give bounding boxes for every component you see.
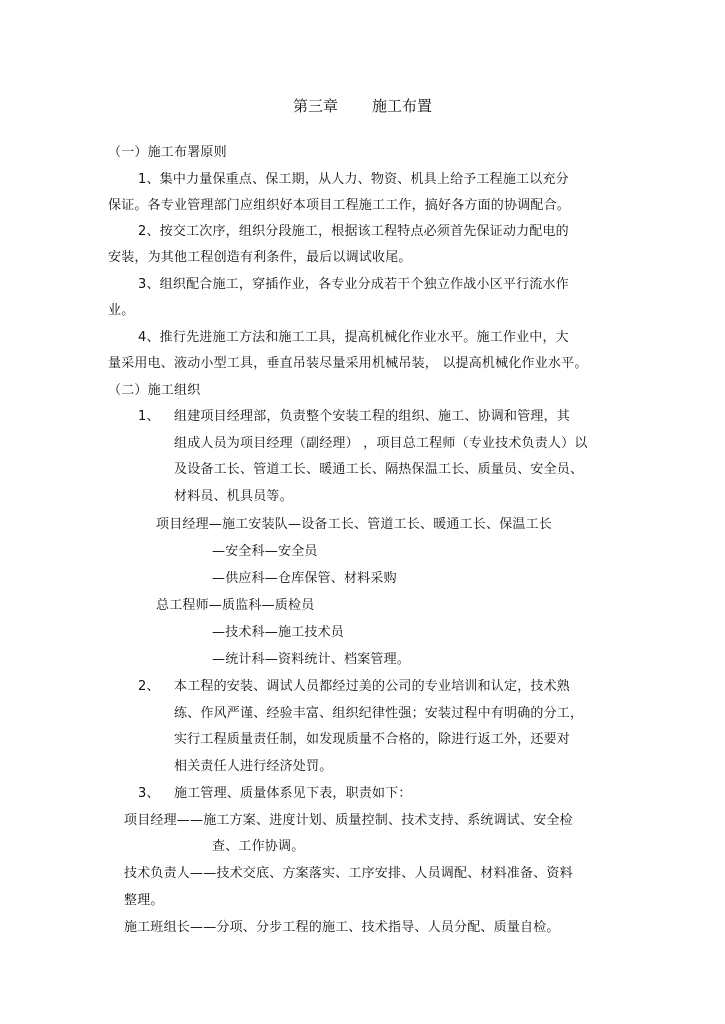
paragraph-line: 3、组织配合施工，穿插作业，各专业分成若干个独立作战小区平行流水作: [138, 277, 569, 292]
org-line: —安全科—安全员: [212, 544, 318, 559]
duty-line: 整理。: [124, 893, 164, 908]
item-number: 3、: [138, 786, 160, 801]
duty-line: 项目经理——施工方案、进度计划、质量控制、技术支持、系统调试、安全检: [124, 813, 573, 828]
paragraph-line: 安装，为其他工程创造有利条件，最后以调试收尾。: [108, 250, 412, 265]
section-heading-organization: （二）施工组织: [108, 383, 201, 398]
paragraph-line: 业。: [108, 303, 135, 318]
chapter-title: [0, 96, 725, 116]
item-number: 2、: [138, 679, 160, 694]
item-number: 1、: [138, 409, 160, 424]
chapter-number: 第三章: [292, 97, 338, 115]
paragraph-line: 本工程的安装、调试人员都经过美的公司的专业培训和认定，技术熟: [174, 679, 571, 694]
section-heading-principles: （一）施工布署原则: [108, 145, 227, 160]
paragraph-line: 及设备工长、管道工长、暖通工长、隔热保温工长、质量员、安全员、: [174, 462, 584, 477]
paragraph-line: 相关责任人进行经济处罚。: [174, 759, 333, 774]
paragraph-line: 组建项目经理部，负责整个安装工程的组织、施工、协调和管理，其: [174, 409, 571, 424]
paragraph-line: 量采用电、液动小型工具，垂直吊装尽量采用机械吊装， 以提高机械化作业水平。: [108, 356, 588, 371]
org-line: —技术科—施工技术员: [212, 625, 345, 640]
paragraph-line: 保证。各专业管理部门应组织好本项目工程施工工作，搞好各方面的协调配合。: [108, 198, 571, 213]
org-line: —统计科—资料统计、档案管理。: [212, 652, 411, 667]
duty-line: 查、工作协调。: [212, 839, 305, 854]
paragraph-line: 1、集中力量保重点、保工期，从人力、物资、机具上给予工程施工以充分: [138, 172, 569, 187]
duty-line: 施工班组长——分项、分步工程的施工、技术指导、人员分配、质量自检。: [124, 920, 560, 935]
duty-line: 技术负责人——技术交底、方案落实、工序安排、人员调配、材料准备、资料: [124, 866, 573, 881]
paragraph-line: 4、推行先进施工方法和施工工具，提高机械化作业水平。施工作业中，大: [138, 330, 569, 345]
chapter-name: 施工布置: [372, 97, 433, 115]
paragraph-line: 实行工程质量责任制，如发现质量不合格的，除进行返工外，还要对: [174, 732, 571, 747]
paragraph-line: 练、作风严谨、经验丰富、组织纪律性强；安装过程中有明确的分工，: [174, 706, 584, 721]
org-line: 项目经理—施工安装队—设备工长、管道工长、暖通工长、保温工长: [156, 517, 553, 532]
paragraph-line: 组成人员为项目经理（副经理） ，项目总工程师（专业技术负责人）以: [174, 436, 588, 451]
org-line: 总工程师—质监科—质检员: [156, 598, 315, 613]
paragraph-line: 施工管理、质量体系见下表，职责如下：: [174, 786, 412, 801]
org-line: —供应科—仓库保管、材料采购: [212, 571, 397, 586]
paragraph-line: 材料员、机具员等。: [174, 489, 293, 504]
paragraph-line: 2、按交工次序，组织分段施工，根据该工程特点必须首先保证动力配电的: [138, 224, 569, 239]
